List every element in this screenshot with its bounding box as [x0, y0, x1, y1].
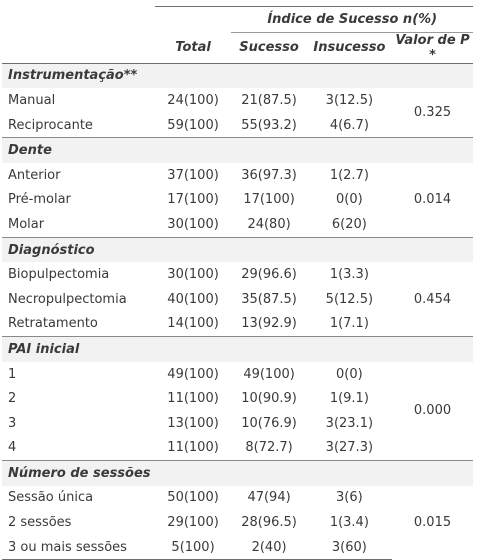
- table-row: [2, 88, 473, 113]
- section-title: Diagnóstico: [2, 237, 473, 262]
- cell-sucesso: 28(96.5): [241, 515, 297, 531]
- cell-total: 30(100): [167, 216, 219, 232]
- cell-sucesso: 49(100): [243, 366, 295, 382]
- row-label: 2 sessões: [8, 515, 72, 531]
- row-label: Pré-molar: [8, 192, 71, 208]
- row-label: Sessão única: [8, 490, 94, 506]
- cell-total: 59(100): [167, 117, 219, 133]
- cell-sucesso: 24(80): [247, 216, 291, 232]
- cell-insucesso: 5(12.5): [325, 291, 374, 307]
- p-value-cell: 0.015: [413, 515, 452, 531]
- cell-sucesso: 2(40): [231, 535, 306, 560]
- section-title: PAI inicial: [2, 337, 473, 362]
- results-table-body: [2, 7, 473, 560]
- table-row: [2, 163, 473, 188]
- cell-insucesso: 3(27.3): [325, 440, 374, 456]
- row-label: Reciprocante: [8, 117, 93, 133]
- header-insucesso: Insucesso: [307, 32, 392, 63]
- row-label: 3 ou mais sessões: [2, 535, 155, 560]
- cell-sucesso: 10(90.9): [241, 391, 297, 407]
- section-header-row: [2, 237, 473, 262]
- cell-sucesso: 55(93.2): [241, 117, 297, 133]
- header-p-value: Valor de P *: [392, 32, 473, 63]
- cell-insucesso: 0(0): [336, 192, 363, 208]
- section-header-row: [2, 63, 473, 88]
- cell-sucesso: 10(76.9): [241, 415, 297, 431]
- row-label: 1: [8, 366, 17, 382]
- cell-insucesso: 1(7.1): [329, 316, 369, 332]
- section-title: Número de sessões: [2, 461, 473, 486]
- cell-insucesso: 3(12.5): [325, 92, 374, 108]
- row-label: Retratamento: [8, 316, 98, 332]
- table-row: [2, 362, 473, 387]
- header-total: Total: [155, 32, 232, 63]
- cell-total: 11(100): [167, 440, 219, 456]
- cell-total: 40(100): [167, 291, 219, 307]
- cell-total: 30(100): [167, 267, 219, 283]
- cell-total: 24(100): [167, 92, 219, 108]
- cell-sucesso: 17(100): [243, 192, 295, 208]
- cell-total: 14(100): [167, 316, 219, 332]
- cell-total: 29(100): [167, 515, 219, 531]
- header-empty-cell: [155, 7, 232, 33]
- row-label: Biopulpectomia: [8, 267, 110, 283]
- header-empty-cell: [2, 7, 155, 33]
- cell-insucesso: 6(20): [331, 216, 367, 232]
- section-header-row: [2, 337, 473, 362]
- cell-sucesso: 36(97.3): [241, 167, 297, 183]
- row-label: Anterior: [8, 167, 61, 183]
- cell-insucesso: 0(0): [336, 366, 363, 382]
- header-sucesso: Sucesso: [231, 32, 306, 63]
- section-title: Instrumentação**: [2, 63, 473, 88]
- p-value-cell: 0.014: [413, 192, 452, 208]
- cell-insucesso: 4(6.7): [329, 117, 369, 133]
- row-label: 3: [8, 415, 17, 431]
- row-label: Manual: [8, 92, 56, 108]
- cell-total: 11(100): [167, 391, 219, 407]
- cell-sucesso: 47(94): [247, 490, 291, 506]
- table-row: [2, 262, 473, 287]
- cell-insucesso: 3(60): [307, 535, 392, 560]
- section-title: Dente: [2, 138, 473, 163]
- p-value-cell: 0.325: [413, 105, 452, 121]
- table-row: [2, 486, 473, 511]
- cell-sucesso: 13(92.9): [241, 316, 297, 332]
- p-value-cell: 0.000: [413, 403, 452, 419]
- header-super-row: [2, 7, 473, 33]
- row-label: 2: [8, 391, 17, 407]
- results-table: [2, 6, 473, 560]
- cell-total: 13(100): [167, 415, 219, 431]
- cell-sucesso: 21(87.5): [241, 92, 297, 108]
- cell-insucesso: 1(9.1): [329, 391, 369, 407]
- cell-total: 49(100): [167, 366, 219, 382]
- cell-insucesso: 1(2.7): [329, 167, 369, 183]
- row-label: 4: [8, 440, 17, 456]
- cell-insucesso: 1(3.4): [329, 515, 369, 531]
- cell-total: 5(100): [155, 535, 232, 560]
- cell-sucesso: 35(87.5): [241, 291, 297, 307]
- cell-insucesso: 3(23.1): [325, 415, 374, 431]
- row-label: Necropulpectomia: [8, 291, 127, 307]
- cell-total: 17(100): [167, 192, 219, 208]
- header-row: [2, 32, 473, 63]
- cell-sucesso: 29(96.6): [241, 267, 297, 283]
- cell-total: 50(100): [167, 490, 219, 506]
- cell-insucesso: 3(6): [336, 490, 363, 506]
- section-header-row: [2, 461, 473, 486]
- header-group-label: Índice de Sucesso n(%): [231, 7, 473, 33]
- header-empty-cell: [2, 32, 155, 63]
- cell-sucesso: 8(72.7): [245, 440, 293, 456]
- section-header-row: [2, 138, 473, 163]
- row-label: Molar: [8, 216, 45, 232]
- cell-total: 37(100): [167, 167, 219, 183]
- p-value-cell: 0.454: [413, 291, 452, 307]
- cell-insucesso: 1(3.3): [329, 267, 369, 283]
